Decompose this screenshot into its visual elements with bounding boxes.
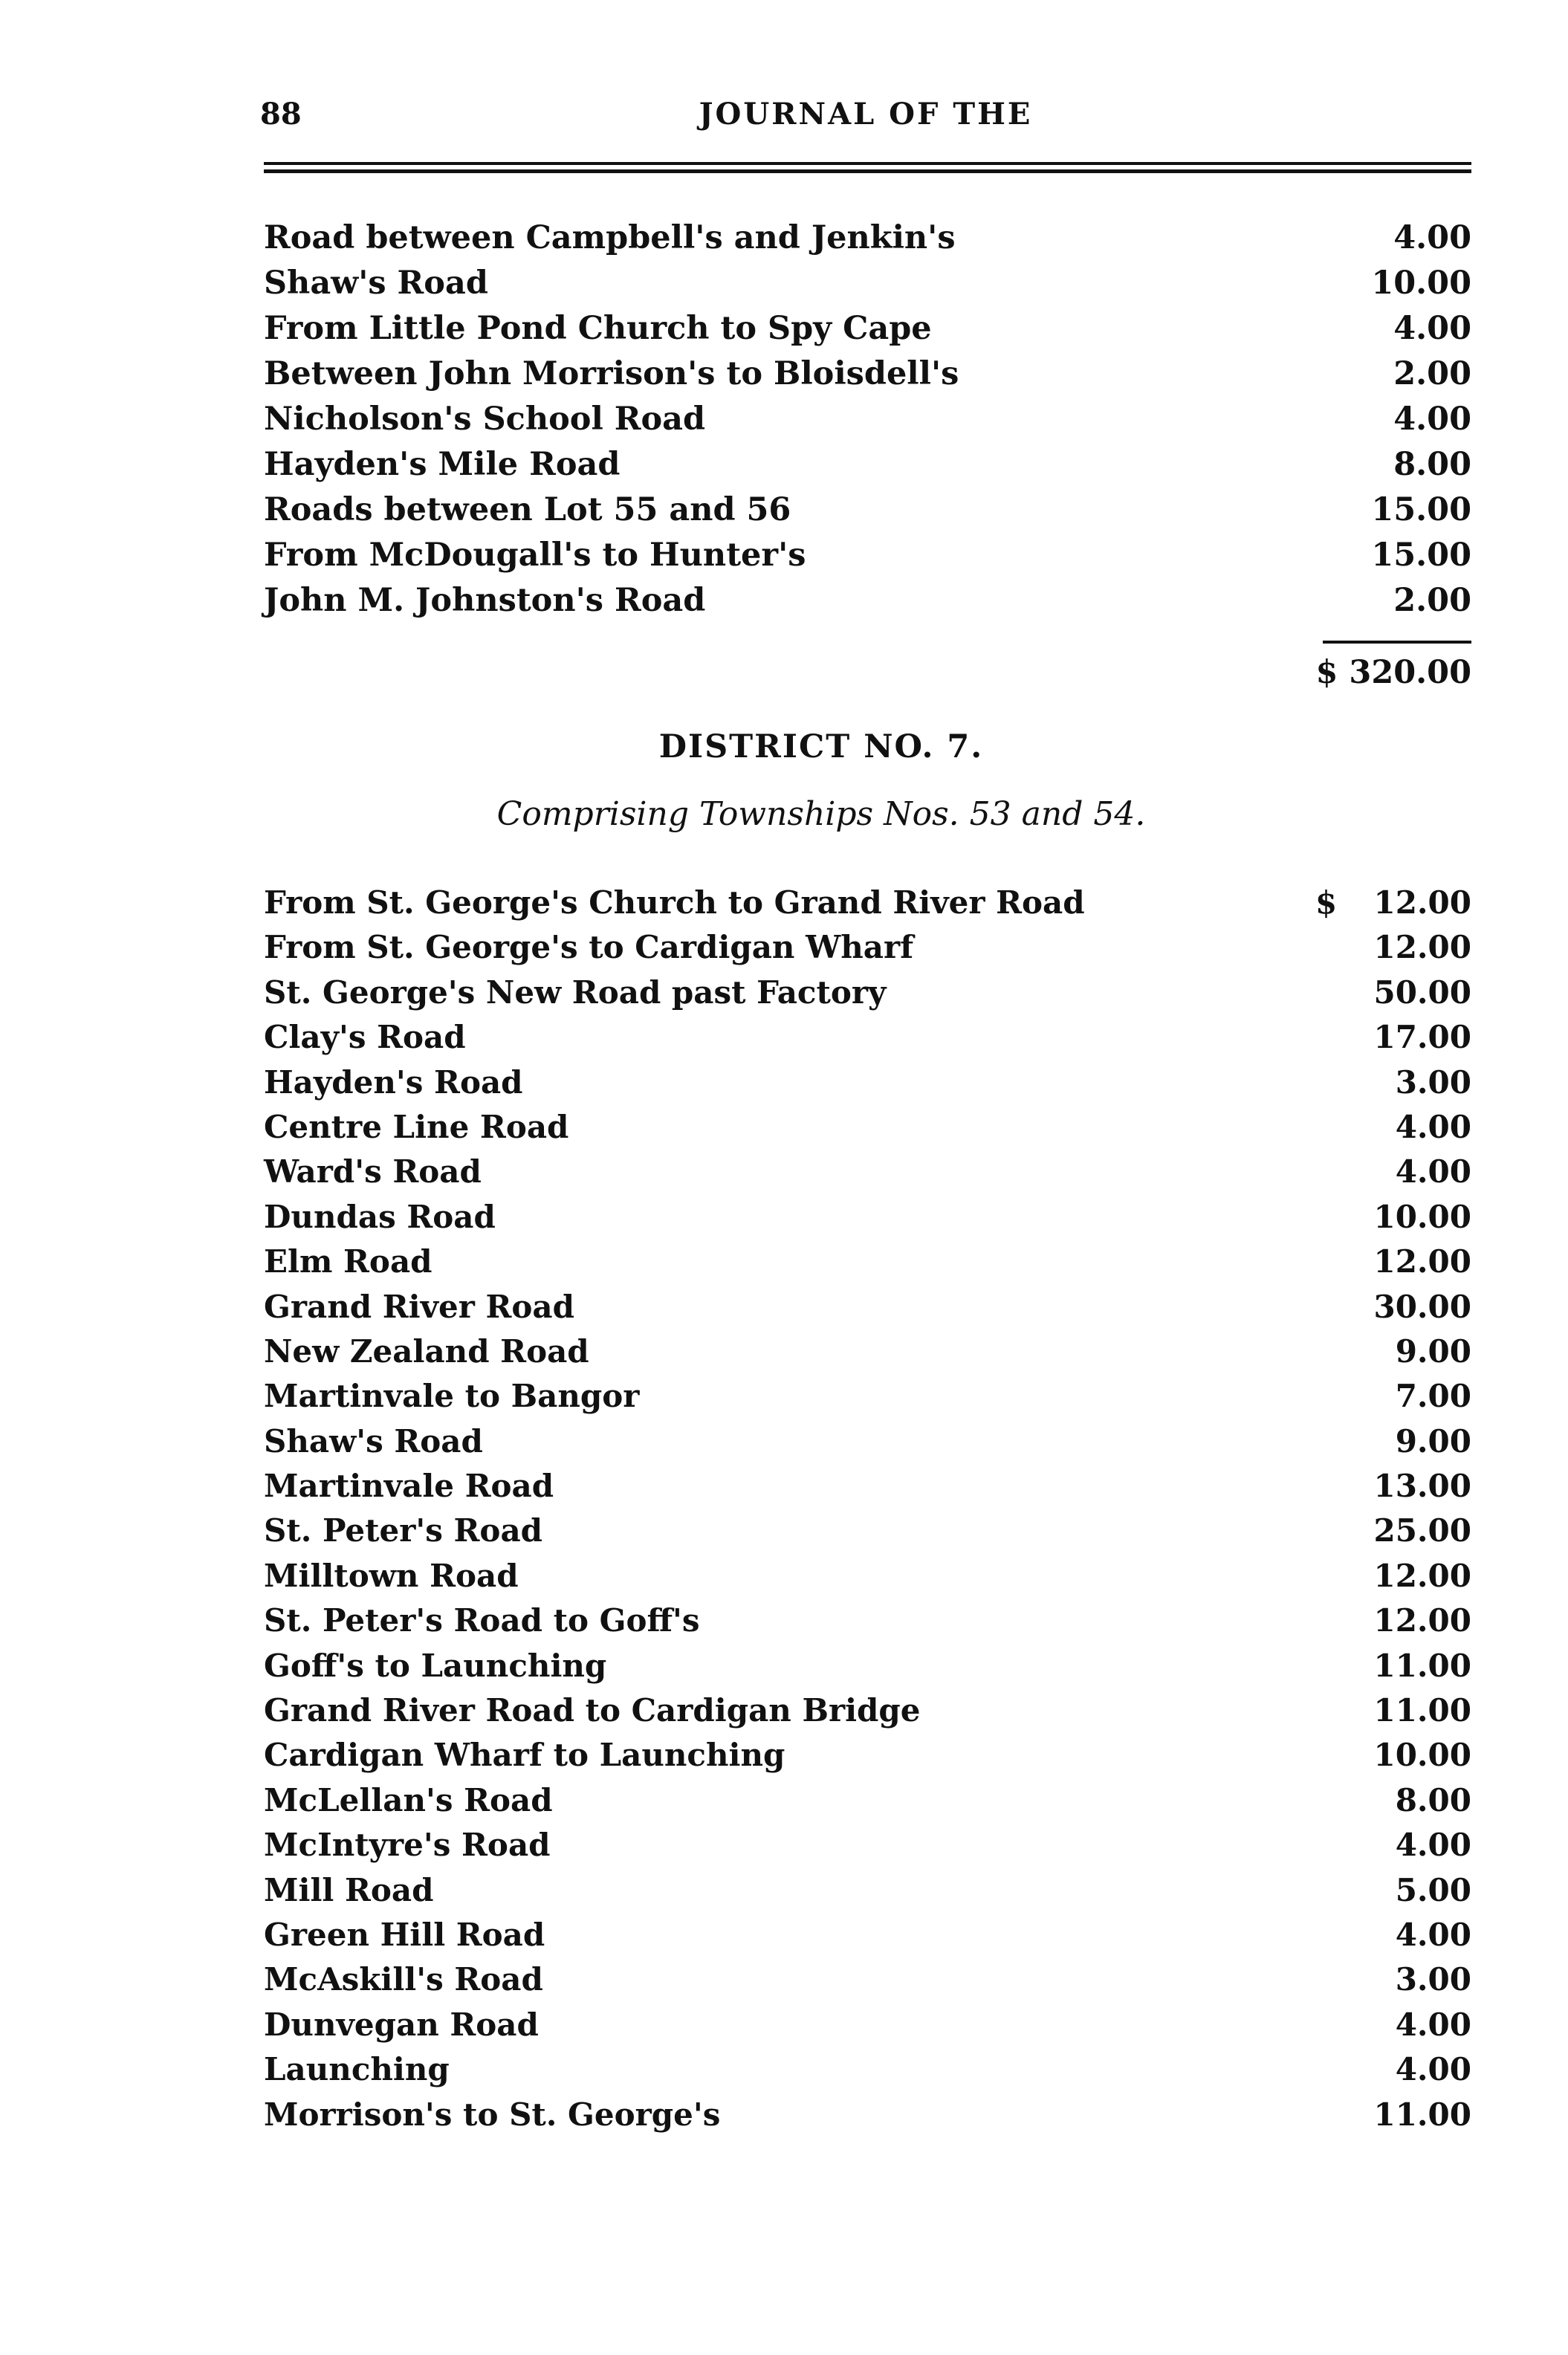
road-amount: 4.00 bbox=[1395, 1827, 1471, 1864]
road-entry-row bbox=[264, 1105, 1471, 1150]
road-name: St. Peter's Road to Goff's bbox=[264, 1602, 700, 1639]
road-entry-row bbox=[264, 1419, 1471, 1464]
road-entry-row bbox=[264, 442, 1471, 487]
road-entry-row bbox=[264, 1733, 1471, 1778]
road-entry-row bbox=[264, 1464, 1471, 1509]
road-entry-row bbox=[264, 1778, 1471, 1823]
road-entry-row bbox=[264, 1509, 1471, 1553]
road-name: Grand River Road to Cardigan Bridge bbox=[264, 1692, 921, 1729]
road-name: McLellan's Road bbox=[264, 1781, 553, 1818]
road-name: Cardigan Wharf to Launching bbox=[264, 1737, 785, 1774]
road-name: St. George's New Road past Factory bbox=[264, 974, 887, 1011]
road-amount: 13.00 bbox=[1373, 1468, 1471, 1505]
road-name: Elm Road bbox=[264, 1243, 433, 1280]
road-amount: 12.00 bbox=[1373, 1557, 1471, 1594]
road-entry-row bbox=[264, 216, 1471, 261]
road-name: From St. George's to Cardigan Wharf bbox=[264, 929, 914, 966]
road-entry-row bbox=[264, 578, 1471, 623]
road-entry-row bbox=[264, 881, 1471, 925]
dollar-sign: $ bbox=[1315, 884, 1338, 921]
road-entry-row bbox=[264, 1823, 1471, 1868]
road-list-continued bbox=[264, 216, 1471, 623]
road-amount: 15.00 bbox=[1371, 537, 1471, 574]
page-number: 88 bbox=[260, 97, 302, 132]
road-name: Dunvegan Road bbox=[264, 2006, 539, 2043]
road-name: St. Peter's Road bbox=[264, 1512, 543, 1549]
district-road-list bbox=[264, 881, 1471, 2137]
road-amount: 7.00 bbox=[1395, 1378, 1471, 1415]
road-amount: 2.00 bbox=[1393, 582, 1471, 619]
road-amount: 17.00 bbox=[1373, 1019, 1471, 1056]
road-name: Shaw's Road bbox=[264, 265, 488, 302]
road-amount: 8.00 bbox=[1395, 1781, 1471, 1818]
road-entry-row bbox=[264, 352, 1471, 397]
road-amount: 4.00 bbox=[1393, 310, 1471, 347]
road-entry-row bbox=[264, 1957, 1471, 2002]
road-name: Nicholson's School Road bbox=[264, 401, 706, 438]
road-amount: 15.00 bbox=[1371, 491, 1471, 528]
road-amount: 10.00 bbox=[1373, 1198, 1471, 1235]
road-name: John M. Johnston's Road bbox=[264, 582, 706, 619]
road-entry-row bbox=[264, 2093, 1471, 2137]
road-name: Road between Campbell's and Jenkin's bbox=[264, 219, 956, 256]
road-amount: 11.00 bbox=[1373, 2096, 1471, 2133]
road-name: Roads between Lot 55 and 56 bbox=[264, 491, 791, 528]
road-name: McIntyre's Road bbox=[264, 1827, 551, 1864]
road-name: Martinvale Road bbox=[264, 1468, 554, 1505]
road-amount: 11.00 bbox=[1373, 1692, 1471, 1729]
road-amount: 4.00 bbox=[1393, 401, 1471, 438]
road-entry-row bbox=[264, 1329, 1471, 1374]
road-name: From St. George's Church to Grand River Road bbox=[264, 884, 1085, 921]
road-name: Hayden's Mile Road bbox=[264, 446, 621, 483]
road-name: Dundas Road bbox=[264, 1198, 496, 1235]
road-entry-row bbox=[264, 1374, 1471, 1419]
road-entry-row bbox=[264, 925, 1471, 970]
road-entry-row bbox=[264, 1598, 1471, 1643]
road-amount: 3.00 bbox=[1395, 1961, 1471, 1998]
road-amount: 4.00 bbox=[1395, 1153, 1471, 1191]
road-name: Centre Line Road bbox=[264, 1108, 569, 1145]
road-entry-row bbox=[264, 1015, 1471, 1060]
road-name: From Little Pond Church to Spy Cape bbox=[264, 310, 932, 347]
road-amount: 9.00 bbox=[1395, 1332, 1471, 1370]
road-amount: 25.00 bbox=[1373, 1512, 1471, 1549]
road-entry-row bbox=[264, 1060, 1471, 1105]
road-amount: 12.00 bbox=[1373, 1602, 1471, 1639]
road-name: Between John Morrison's to Bloisdell's bbox=[264, 355, 959, 392]
total-rule bbox=[1323, 641, 1471, 644]
road-name: Shaw's Road bbox=[264, 1422, 483, 1460]
road-amount: 3.00 bbox=[1395, 1063, 1471, 1101]
road-amount: 30.00 bbox=[1373, 1288, 1471, 1325]
road-amount: 9.00 bbox=[1395, 1422, 1471, 1460]
road-amount: 4.00 bbox=[1395, 1916, 1471, 1953]
road-amount: 12.00 bbox=[1373, 1243, 1471, 1280]
road-name: Milltown Road bbox=[264, 1557, 519, 1594]
road-name: Ward's Road bbox=[264, 1153, 482, 1191]
road-name: Hayden's Road bbox=[264, 1063, 523, 1101]
road-entry-row bbox=[264, 1644, 1471, 1688]
running-head: JOURNAL OF THE bbox=[699, 97, 1033, 132]
road-name: Goff's to Launching bbox=[264, 1647, 607, 1684]
header-rule-thick bbox=[264, 169, 1471, 173]
road-entry-row bbox=[264, 487, 1471, 533]
road-amount: 12.00 bbox=[1373, 929, 1471, 966]
header-rule-thin bbox=[264, 162, 1471, 165]
road-entry-row bbox=[264, 533, 1471, 578]
road-amount: 11.00 bbox=[1373, 1647, 1471, 1684]
road-entry-row bbox=[264, 1285, 1471, 1329]
road-name: Martinvale to Bangor bbox=[264, 1378, 640, 1415]
road-name: Mill Road bbox=[264, 1871, 434, 1908]
road-entry-row bbox=[264, 1688, 1471, 1733]
road-entry-row bbox=[264, 1868, 1471, 1913]
road-entry-row bbox=[264, 1554, 1471, 1598]
road-name: Grand River Road bbox=[264, 1288, 574, 1325]
road-name: New Zealand Road bbox=[264, 1332, 589, 1370]
road-entry-row bbox=[264, 2047, 1471, 2092]
page-header bbox=[260, 97, 1471, 141]
road-amount: 5.00 bbox=[1395, 1871, 1471, 1908]
road-entry-row bbox=[264, 261, 1471, 306]
road-name: McAskill's Road bbox=[264, 1961, 543, 1998]
road-entry-row bbox=[264, 1240, 1471, 1284]
road-name: Launching bbox=[264, 2051, 450, 2088]
road-name: Green Hill Road bbox=[264, 1916, 545, 1953]
road-amount: 4.00 bbox=[1395, 1108, 1471, 1145]
section-total: $ 320.00 bbox=[1315, 654, 1471, 691]
road-amount: 10.00 bbox=[1373, 1737, 1471, 1774]
road-entry-row bbox=[264, 1150, 1471, 1194]
road-amount: 10.00 bbox=[1371, 265, 1471, 302]
road-name: From McDougall's to Hunter's bbox=[264, 537, 806, 574]
road-entry-row bbox=[264, 306, 1471, 352]
road-amount: 50.00 bbox=[1373, 974, 1471, 1011]
road-amount: 4.00 bbox=[1393, 219, 1471, 256]
road-name: Morrison's to St. George's bbox=[264, 2096, 721, 2133]
district-subtitle: Comprising Townships Nos. 53 and 54. bbox=[496, 795, 1146, 833]
road-amount: 4.00 bbox=[1395, 2051, 1471, 2088]
road-entry-row bbox=[264, 397, 1471, 442]
road-entry-row bbox=[264, 1195, 1471, 1240]
road-entry-row bbox=[264, 1913, 1471, 1957]
road-entry-row bbox=[264, 2003, 1471, 2047]
road-amount: 8.00 bbox=[1393, 446, 1471, 483]
road-entry-row bbox=[264, 971, 1471, 1015]
road-amount: 2.00 bbox=[1393, 355, 1471, 392]
road-amount: 4.00 bbox=[1395, 2006, 1471, 2043]
district-title: DISTRICT NO. 7. bbox=[658, 728, 984, 765]
road-name: Clay's Road bbox=[264, 1019, 466, 1056]
road-amount: 12.00 bbox=[1373, 884, 1471, 921]
